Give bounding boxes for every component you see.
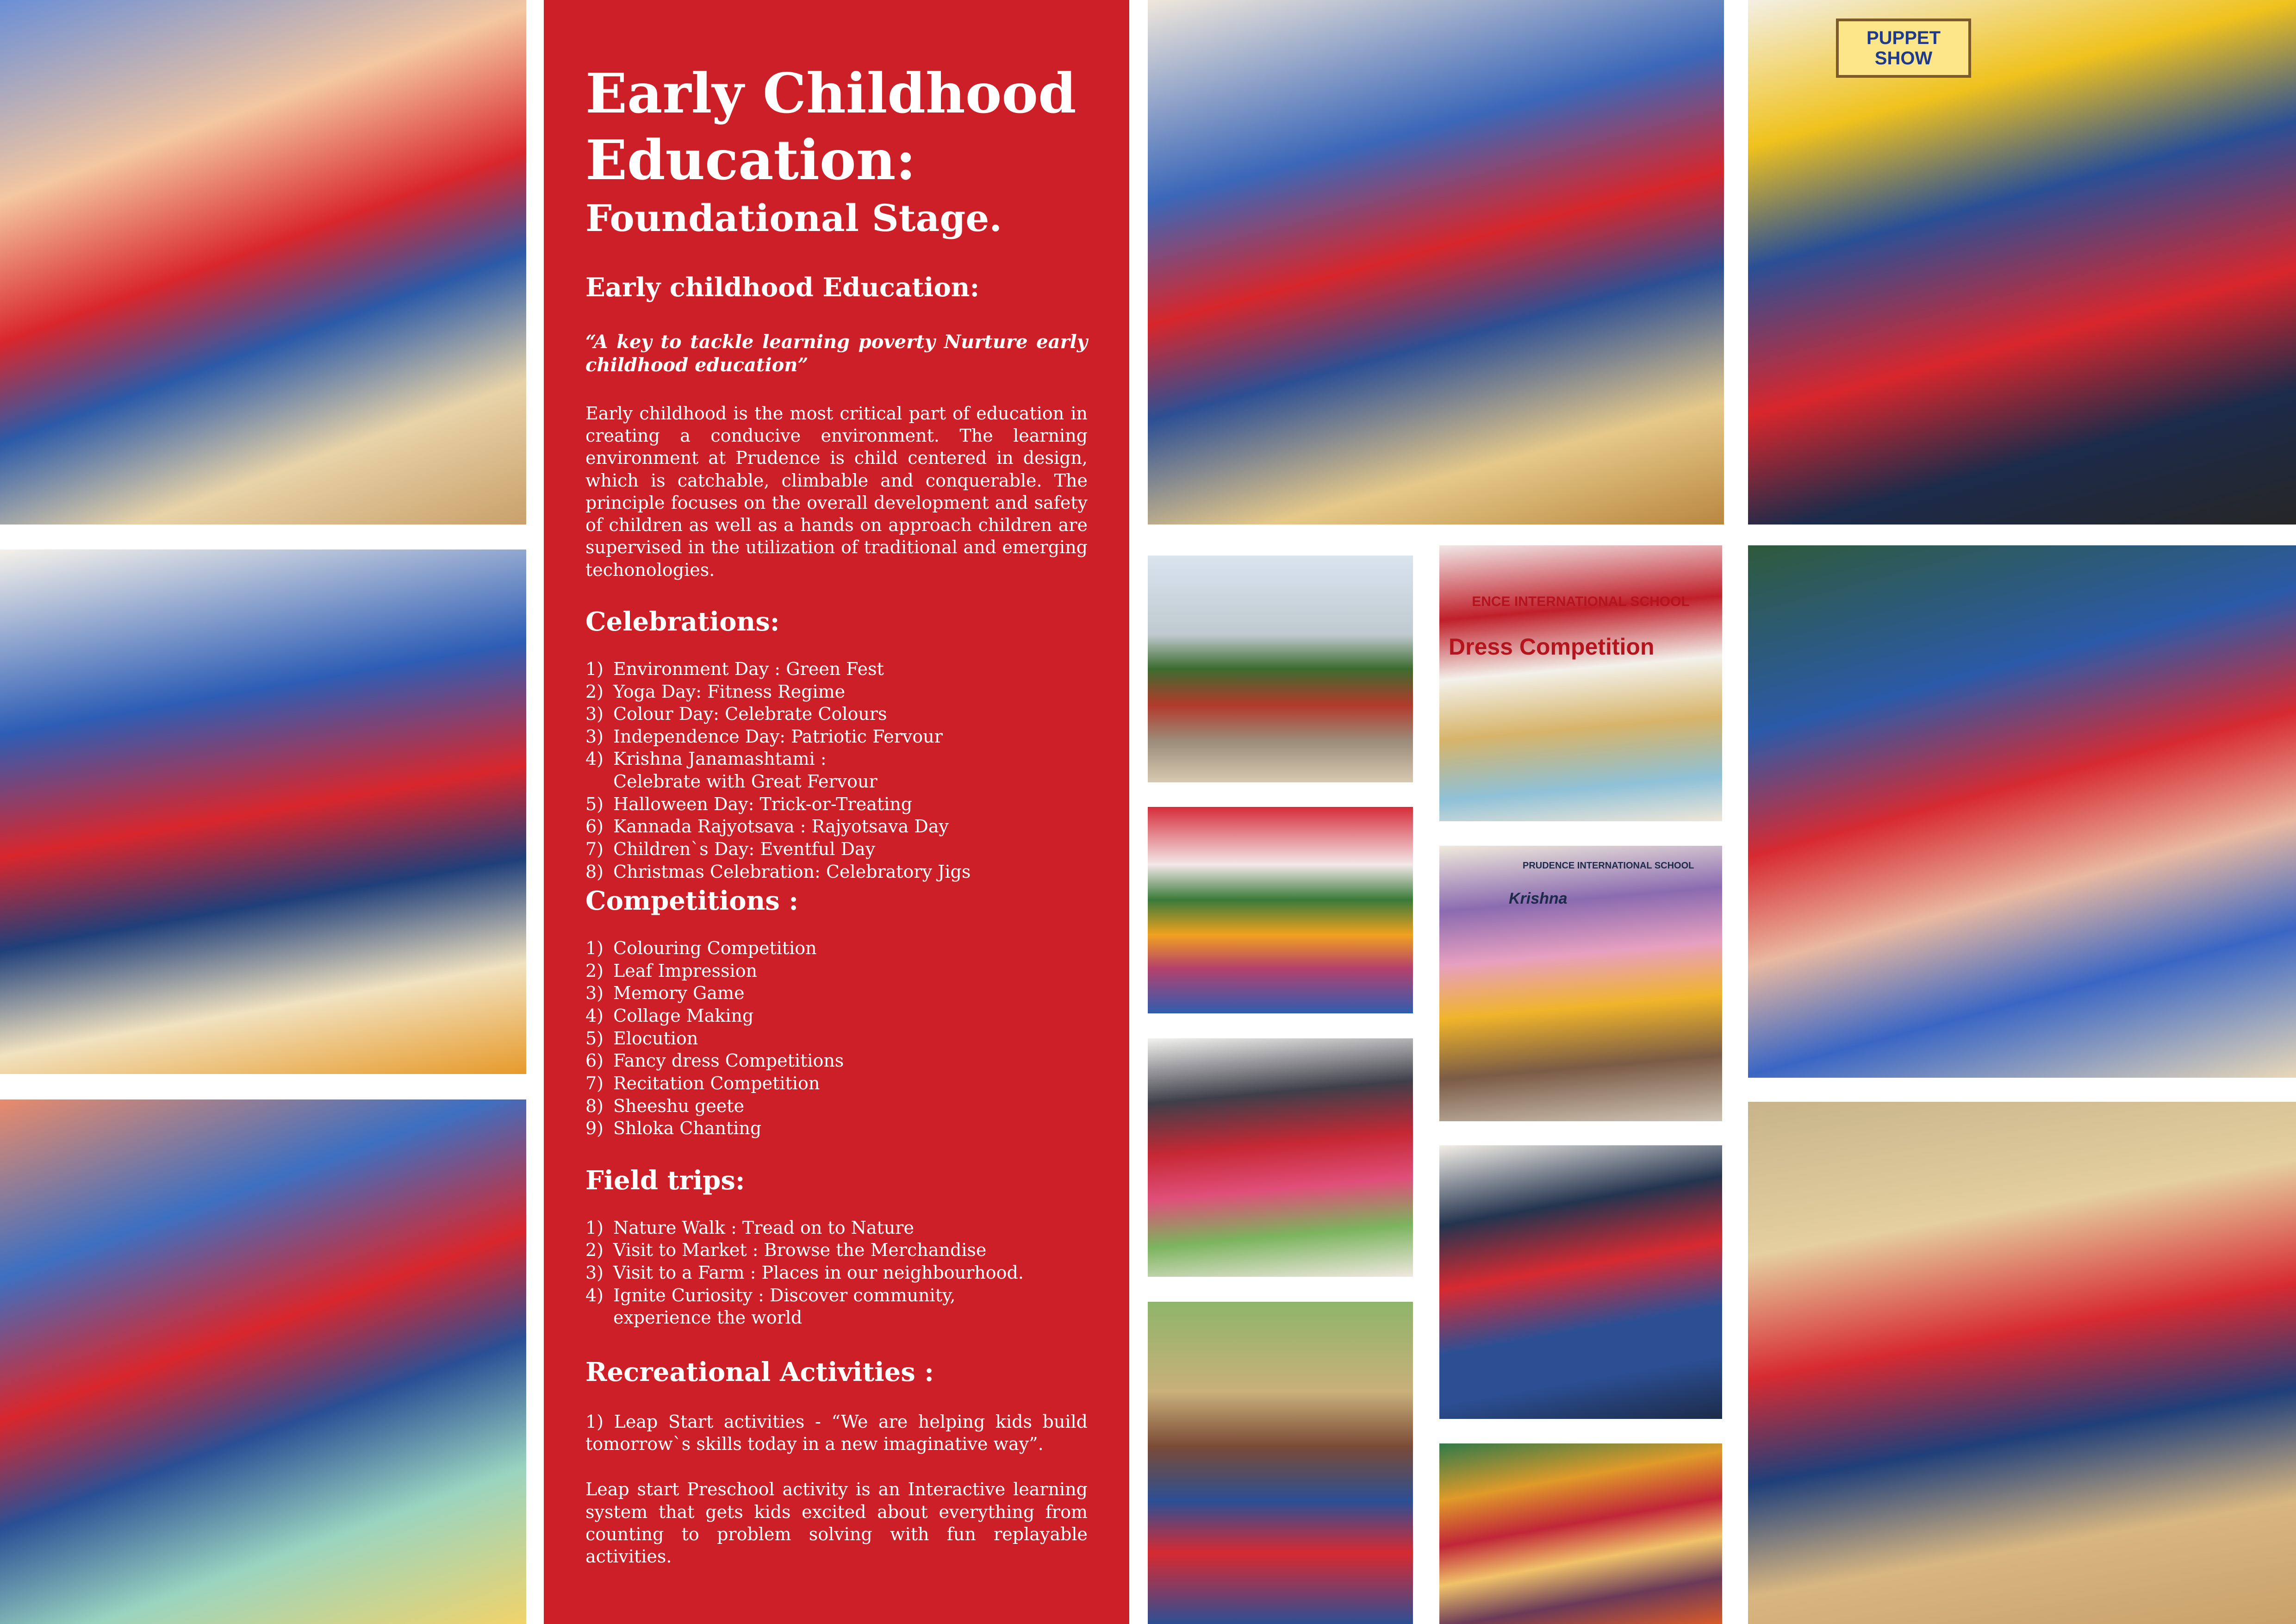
photo-award-ceremony xyxy=(1148,1038,1413,1277)
list-item: 7) Children`s Day: Eventful Day xyxy=(585,838,876,859)
school-banner-text: ENCE INTERNATIONAL SCHOOL xyxy=(1472,594,1690,609)
dress-competition-banner: Dress Competition xyxy=(1449,634,1655,660)
photo-teacher-threading-activity xyxy=(0,0,526,525)
list-item: 6) Kannada Rajyotsava : Rajyotsava Day xyxy=(585,816,949,837)
intro-quote: “A key to tackle learning poverty Nurture early childhood education” xyxy=(585,331,1088,376)
recreational-para-2: Leap start Preschool activity is an Interactive learning system that gets kids excited about everything from counting to problem solving with fun replayable activities. xyxy=(585,1479,1088,1567)
list-item: 2) Leaf Impression xyxy=(585,960,758,981)
list-item: 3) Visit to a Farm : Places in our neighbourhood. xyxy=(585,1262,1024,1283)
photo-field-trip-line xyxy=(1148,1302,1413,1624)
intro-body: Early childhood is the most critical part of education in creating a conducive environment. The learning environment at Prudence is child centered in design, which is catchable, climbable and conquerable. The principle focuses on the overall development and safety of children as well as a hands on approach children are supervised in the utilization of traditional and emerging techonologies. xyxy=(585,403,1088,580)
title-line-2: Education: xyxy=(585,127,916,192)
competitions-list xyxy=(585,937,1088,1140)
field-trips-heading: Field trips: xyxy=(585,1165,745,1196)
list-item: 1) Nature Walk : Tread on to Nature xyxy=(585,1217,914,1238)
list-item: 4) Ignite Curiosity : Discover community, xyxy=(585,1285,956,1305)
field-trips-list xyxy=(585,1217,1088,1329)
photo-puppet-show xyxy=(1748,0,2296,525)
competitions-heading: Competitions : xyxy=(585,886,799,917)
puppet-show-sign: PUPPET SHOW xyxy=(1836,19,1971,78)
photo-dress-competition xyxy=(1439,545,1722,821)
list-item: 2) Visit to Market : Browse the Merchandise xyxy=(585,1240,987,1261)
photo-march-past xyxy=(1148,556,1413,782)
list-item: 3) Independence Day: Patriotic Fervour xyxy=(585,726,943,747)
list-item: Celebrate with Great Fervour xyxy=(613,771,877,792)
photo-tracing-activity xyxy=(0,1099,526,1624)
list-item: 3) Memory Game xyxy=(585,983,745,1004)
celebrations-heading: Celebrations: xyxy=(585,606,780,637)
celebrations-list xyxy=(585,658,1088,883)
page-subtitle: Foundational Stage. xyxy=(585,196,1002,240)
list-item: 5) Halloween Day: Trick-or-Treating xyxy=(585,793,913,814)
list-item: 2) Yoga Day: Fitness Regime xyxy=(585,681,846,702)
list-item: 1) Colouring Competition xyxy=(585,938,817,959)
photo-counting-cones-activity xyxy=(0,550,526,1074)
recreational-para-1: 1) Leap Start activities - “We are helping kids build tomorrow`s skills today in a new imaginative way”. xyxy=(585,1411,1088,1455)
photo-children-group xyxy=(1439,1145,1722,1419)
recreational-heading: Recreational Activities : xyxy=(585,1356,934,1387)
list-item: 8) Sheeshu geete xyxy=(585,1095,745,1116)
list-item: 9) Shloka Chanting xyxy=(585,1118,762,1139)
photo-sand-play xyxy=(1748,1102,2296,1624)
list-item: 4) Krishna Janamashtami : xyxy=(585,749,827,769)
krishna-banner-text: Krishna xyxy=(1509,890,1568,907)
list-item: 8) Christmas Celebration: Celebratory Jigs xyxy=(585,861,971,882)
krishna-school-text: PRUDENCE INTERNATIONAL SCHOOL xyxy=(1523,861,1694,871)
list-item: 6) Fancy dress Competitions xyxy=(585,1050,844,1071)
list-item: 1) Environment Day : Green Fest xyxy=(585,658,884,679)
page-title xyxy=(585,60,1088,194)
photo-beads-sorting-activity xyxy=(1748,545,2296,1078)
list-item: 7) Recitation Competition xyxy=(585,1073,820,1093)
intro-heading: Early childhood Education: xyxy=(585,272,980,303)
content-panel xyxy=(544,0,1129,1624)
list-item: 4) Collage Making xyxy=(585,1006,754,1026)
photo-costume-stage xyxy=(1148,807,1413,1013)
list-item: experience the world xyxy=(613,1307,803,1328)
list-item: 5) Elocution xyxy=(585,1028,698,1049)
photo-festival-puja xyxy=(1439,1443,1722,1624)
photo-krishna-janmashtami xyxy=(1439,846,1722,1121)
photo-children-board-activity xyxy=(1148,0,1724,525)
title-line-1: Early Childhood xyxy=(585,61,1076,125)
list-item: 3) Colour Day: Celebrate Colours xyxy=(585,704,887,725)
